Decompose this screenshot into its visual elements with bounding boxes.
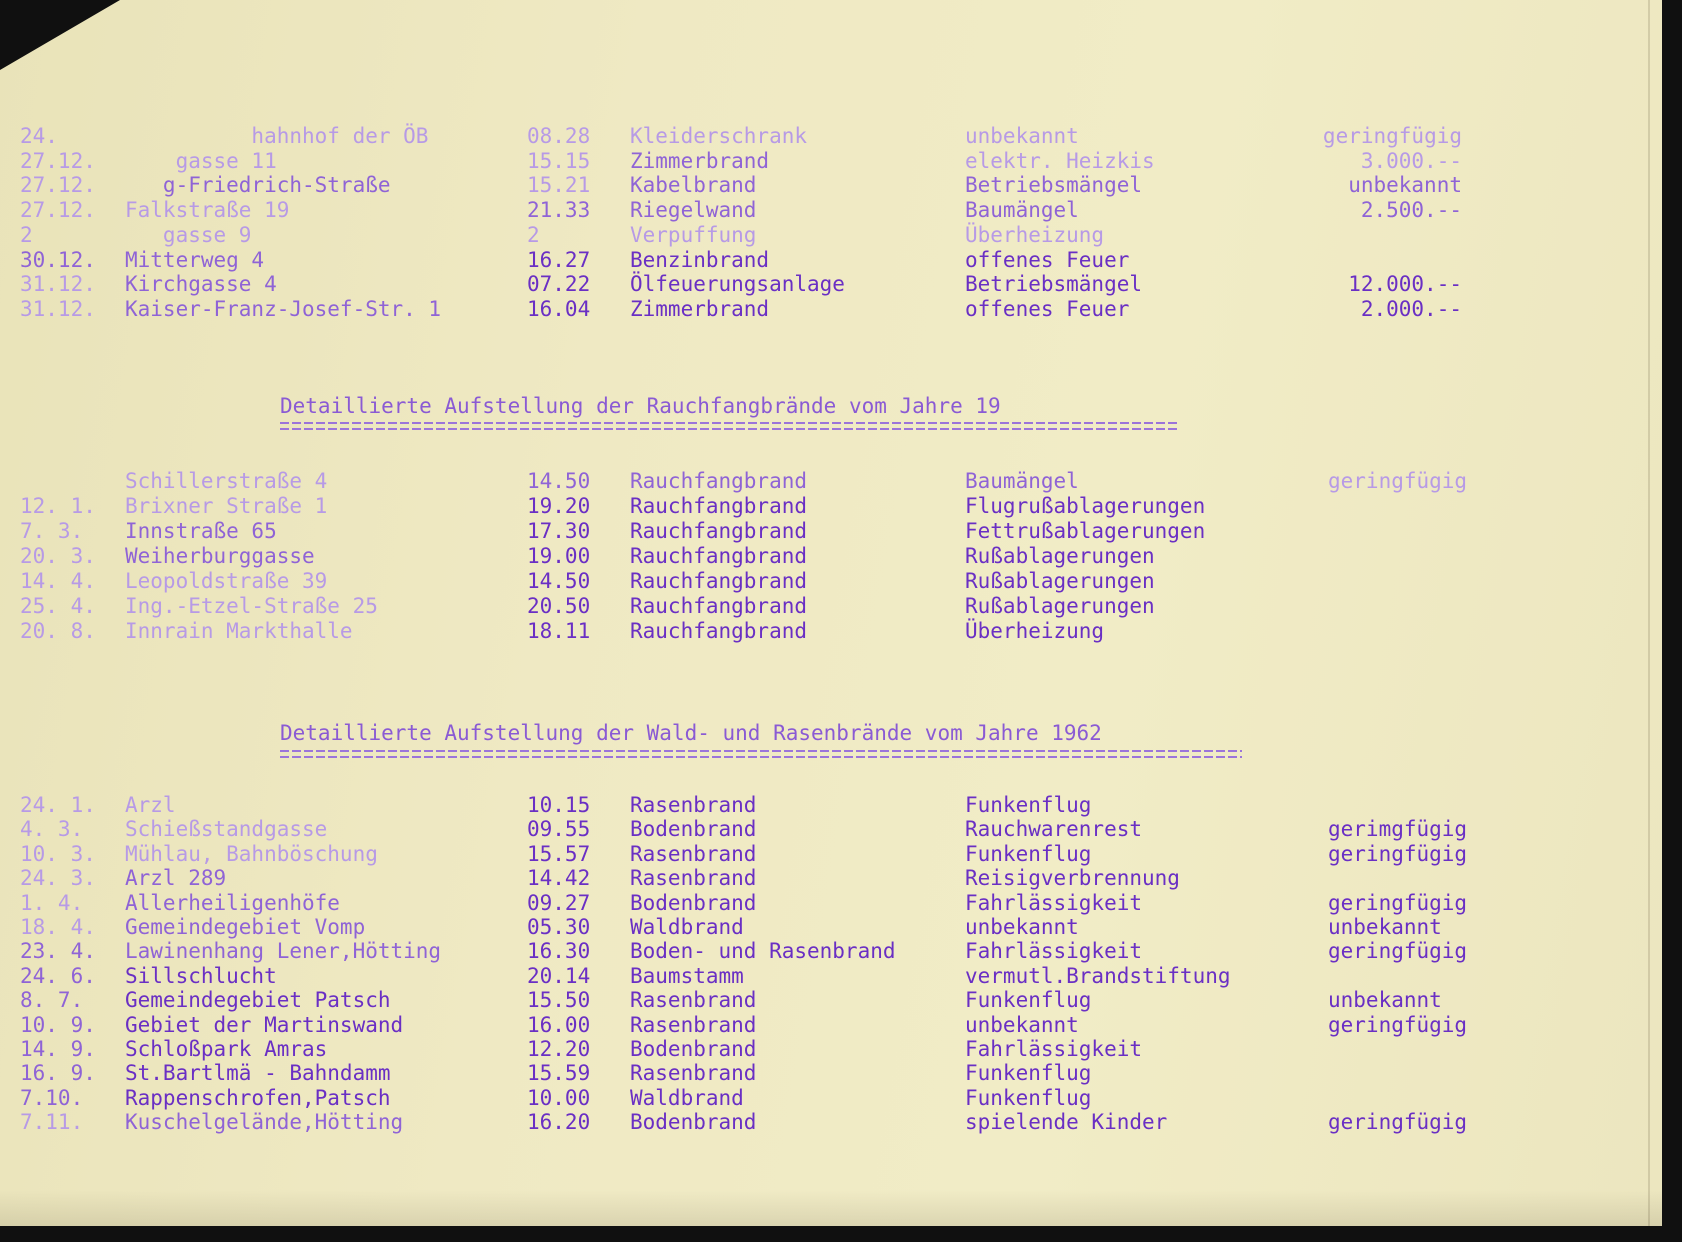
cell-damage: 2.500.-- (1360, 198, 1462, 223)
table-row (0, 593, 1662, 619)
cell-object: Rauchfangbrand (630, 519, 808, 543)
cell-cause: Fahrlässigkeit (965, 890, 1143, 915)
cell-place: Schloßpark Amras (125, 1037, 328, 1061)
cell-cause: Betriebsmängel (965, 173, 1143, 198)
cell-time: 17.30 (527, 519, 591, 543)
cell-time: 08.28 (527, 124, 591, 148)
table-row (0, 890, 1662, 916)
cell-place: g-Friedrich-Straße (125, 173, 391, 198)
cell-place: Innrain Markthalle (125, 619, 353, 643)
cell-damage: geringfügig (1328, 1012, 1468, 1037)
cell-date: 27.12. (20, 148, 96, 173)
cell-object: Kabelbrand (630, 173, 757, 198)
cell-cause: Funkenflug (965, 793, 1092, 817)
cell-date: 30.12. (20, 247, 96, 272)
cell-cause: Baumängel (965, 198, 1079, 223)
cell-cause: Funkenflug (965, 1085, 1092, 1110)
cell-damage: geringfügig (1328, 1110, 1468, 1135)
cell-date: 12. 1. (20, 494, 96, 518)
cell-object: Benzinbrand (630, 247, 770, 272)
cell-damage: 12.000.-- (1348, 272, 1462, 297)
table-row (0, 247, 1662, 273)
chimney-fires-heading: Detaillierte Aufstellung der Rauchfangbrände vom Jahre 19 (280, 394, 1001, 418)
table-row (0, 468, 1662, 494)
cell-time: 14.50 (527, 569, 591, 593)
cell-place: Brixner Straße 1 (125, 494, 328, 518)
cell-damage: 3.000.-- (1360, 148, 1462, 173)
table-row (0, 197, 1662, 223)
cell-damage: geringfügig (1328, 939, 1468, 964)
cell-damage: gerimgfügig (1328, 817, 1468, 842)
cell-damage: geringfügig (1328, 841, 1468, 866)
cell-cause: Rußablagerungen (965, 544, 1155, 568)
cell-date: 10. 3. (20, 841, 96, 866)
table-row (0, 865, 1662, 891)
cell-place: Gemeindegebiet Vomp (125, 915, 366, 939)
cell-object: Waldbrand (630, 1085, 744, 1110)
table-row (0, 172, 1662, 198)
cell-time: 15.57 (527, 841, 591, 866)
cell-time: 19.20 (527, 494, 591, 518)
cell-place: hahnhof der ÖB (125, 124, 429, 148)
table-row (0, 914, 1662, 940)
cell-cause: unbekannt (965, 915, 1079, 939)
cell-time: 20.50 (527, 594, 591, 618)
cell-time: 15.15 (527, 148, 591, 173)
cell-object: Rauchfangbrand (630, 594, 808, 618)
cell-object: Bodenbrand (630, 1037, 757, 1061)
table-row (0, 938, 1662, 964)
cell-object: Zimmerbrand (630, 148, 770, 173)
cell-place: Allerheiligenhöfe (125, 890, 340, 915)
cell-time: 15.50 (527, 988, 591, 1013)
cell-cause: Rauchwarenrest (965, 817, 1143, 842)
table-row (0, 816, 1662, 842)
cell-time: 21.33 (527, 198, 591, 223)
cell-time: 18.11 (527, 619, 591, 643)
cell-place: Kirchgasse 4 (125, 272, 277, 297)
cell-time: 16.04 (527, 296, 591, 321)
cell-time: 14.50 (527, 469, 591, 493)
cell-cause: unbekannt (965, 1012, 1079, 1037)
page-shadow (0, 1190, 1662, 1226)
cell-object: Kleiderschrank (630, 124, 808, 148)
cell-damage: unbekannt (1328, 988, 1442, 1013)
cell-cause: unbekannt (965, 124, 1079, 148)
table-row (0, 1060, 1662, 1086)
cell-object: Bodenbrand (630, 890, 757, 915)
cell-place: Kuschelgelände,Hötting (125, 1110, 404, 1135)
cell-place: Sillschlucht (125, 963, 277, 988)
cell-place: Gemeindegebiet Patsch (125, 988, 391, 1013)
cell-date: 7. 3. (20, 519, 84, 543)
table-row (0, 618, 1662, 644)
cell-cause: Reisigverbrennung (965, 866, 1180, 891)
cell-cause: Funkenflug (965, 988, 1092, 1013)
cell-damage: geringfügig (1322, 124, 1462, 148)
cell-damage: unbekannt (1348, 173, 1462, 198)
table-row (0, 987, 1662, 1013)
cell-date: 18. 4. (20, 915, 96, 939)
table-row (0, 792, 1662, 818)
cell-object: Verpuffung (630, 222, 757, 247)
cell-date: 1. 4. (20, 890, 84, 915)
cell-date: 31.12. (20, 296, 96, 321)
cell-date: 2 (20, 222, 33, 247)
cell-place: Kaiser-Franz-Josef-Str. 1 (125, 296, 442, 321)
cell-time: 19.00 (527, 544, 591, 568)
cell-time: 16.30 (527, 939, 591, 964)
cell-time: 15.59 (527, 1061, 591, 1086)
cell-object: Bodenbrand (630, 817, 757, 842)
cell-object: Rauchfangbrand (630, 569, 808, 593)
cell-date: 14. 4. (20, 569, 96, 593)
cell-object: Boden- und Rasenbrand (630, 939, 896, 964)
table-row (0, 518, 1662, 544)
cell-cause: Flugrußablagerungen (965, 494, 1206, 518)
cell-date: 10. 9. (20, 1012, 96, 1037)
table-row (0, 963, 1662, 989)
cell-date: 23. 4. (20, 939, 96, 964)
cell-object: Rauchfangbrand (630, 469, 808, 493)
cell-date: 31.12. (20, 272, 96, 297)
cell-date: 24. 6. (20, 963, 96, 988)
cell-time: 14.42 (527, 866, 591, 891)
cell-cause: Fettrußablagerungen (965, 519, 1206, 543)
cell-date: 24. 3. (20, 866, 96, 891)
cell-place: Mühlau, Bahnböschung (125, 841, 378, 866)
table-row (0, 1036, 1662, 1062)
cell-place: gasse 11 (125, 148, 277, 173)
table-row (0, 123, 1662, 149)
cell-time: 16.00 (527, 1012, 591, 1037)
cell-date: 20. 8. (20, 619, 96, 643)
cell-object: Baumstamm (630, 963, 744, 988)
cell-place: Lawinenhang Lener,Hötting (125, 939, 442, 964)
cell-time: 20.14 (527, 963, 591, 988)
cell-cause: Funkenflug (965, 841, 1092, 866)
cell-date: 7.10. (20, 1085, 84, 1110)
cell-time: 12.20 (527, 1037, 591, 1061)
cell-object: Rauchfangbrand (630, 544, 808, 568)
cell-damage: 2.000.-- (1360, 296, 1462, 321)
cell-place: Arzl 289 (125, 866, 227, 891)
table-row (0, 1109, 1662, 1135)
cell-object: Rasenbrand (630, 1012, 757, 1037)
chimney-fires-underline (280, 422, 1180, 432)
cell-time: 16.27 (527, 247, 591, 272)
table-row (0, 543, 1662, 569)
cell-time: 07.22 (527, 272, 591, 297)
cell-place: Schillerstraße 4 (125, 469, 328, 493)
table-row (0, 1012, 1662, 1038)
cell-cause: offenes Feuer (965, 296, 1130, 321)
table-row (0, 271, 1662, 297)
cell-object: Rasenbrand (630, 793, 757, 817)
cell-date: 8. 7. (20, 988, 84, 1013)
cell-place: Ing.-Etzel-Straße 25 (125, 594, 378, 618)
table-row (0, 148, 1662, 174)
cell-time: 09.27 (527, 890, 591, 915)
cell-damage: geringfügig (1328, 469, 1468, 493)
cell-place: Mitterweg 4 (125, 247, 265, 272)
cell-damage: geringfügig (1328, 890, 1468, 915)
cell-time: 09.55 (527, 817, 591, 842)
cell-cause: Funkenflug (965, 1061, 1092, 1086)
cell-object: Zimmerbrand (630, 296, 770, 321)
forest-fires-underline (280, 750, 1242, 760)
cell-object: Waldbrand (630, 915, 744, 939)
table-row (0, 296, 1662, 322)
cell-cause: vermutl.Brandstiftung (965, 963, 1231, 988)
cell-date: 25. 4. (20, 594, 96, 618)
cell-cause: Fahrlässigkeit (965, 1037, 1143, 1061)
cell-cause: spielende Kinder (965, 1110, 1168, 1135)
table-row (0, 1085, 1662, 1111)
cell-time: 15.21 (527, 173, 591, 198)
cell-time: 10.15 (527, 793, 591, 817)
cell-date: 27.12. (20, 198, 96, 223)
cell-cause: Baumängel (965, 469, 1079, 493)
cell-cause: Überheizung (965, 222, 1105, 247)
cell-place: Leopoldstraße 39 (125, 569, 328, 593)
cell-date: 4. 3. (20, 817, 84, 842)
cell-time: 2 (527, 222, 540, 247)
cell-damage: unbekannt (1328, 915, 1442, 939)
cell-object: Rauchfangbrand (630, 494, 808, 518)
cell-date: 27.12. (20, 173, 96, 198)
cell-cause: Fahrlässigkeit (965, 939, 1143, 964)
cell-place: gasse 9 (125, 222, 252, 247)
cell-cause: elektr. Heizkis (965, 148, 1155, 173)
cell-time: 05.30 (527, 915, 591, 939)
cell-object: Rasenbrand (630, 1061, 757, 1086)
cell-date: 7.11. (20, 1110, 84, 1135)
cell-object: Rasenbrand (630, 988, 757, 1013)
cell-place: Schießstandgasse (125, 817, 328, 842)
cell-date: 16. 9. (20, 1061, 96, 1086)
cell-object: Bodenbrand (630, 1110, 757, 1135)
cell-cause: Betriebsmängel (965, 272, 1143, 297)
cell-date: 24. 1. (20, 793, 96, 817)
table-row (0, 568, 1662, 594)
cell-date: 24. (20, 124, 58, 148)
table-row (0, 222, 1662, 248)
cell-date: 20. 3. (20, 544, 96, 568)
cell-object: Rasenbrand (630, 841, 757, 866)
cell-cause: Rußablagerungen (965, 594, 1155, 618)
cell-place: Rappenschrofen,Patsch (125, 1085, 391, 1110)
cell-cause: Überheizung (965, 619, 1105, 643)
cell-object: Riegelwand (630, 198, 757, 223)
cell-date: 14. 9. (20, 1037, 96, 1061)
cell-cause: offenes Feuer (965, 247, 1130, 272)
cell-time: 16.20 (527, 1110, 591, 1135)
cell-place: Weiherburggasse (125, 544, 315, 568)
table-row (0, 493, 1662, 519)
forest-fires-heading: Detaillierte Aufstellung der Wald- und Rasenbrände vom Jahre 1962 (280, 721, 1102, 745)
cell-cause: Rußablagerungen (965, 569, 1155, 593)
cell-place: Gebiet der Martinswand (125, 1012, 404, 1037)
cell-object: Rauchfangbrand (630, 619, 808, 643)
cell-place: Falkstraße 19 (125, 198, 290, 223)
cell-object: Ölfeuerungsanlage (630, 272, 845, 297)
cell-place: Arzl (125, 793, 176, 817)
cell-time: 10.00 (527, 1085, 591, 1110)
table-row (0, 841, 1662, 867)
cell-object: Rasenbrand (630, 866, 757, 891)
cell-place: Innstraße 65 (125, 519, 277, 543)
cell-place: St.Bartlmä - Bahndamm (125, 1061, 391, 1086)
